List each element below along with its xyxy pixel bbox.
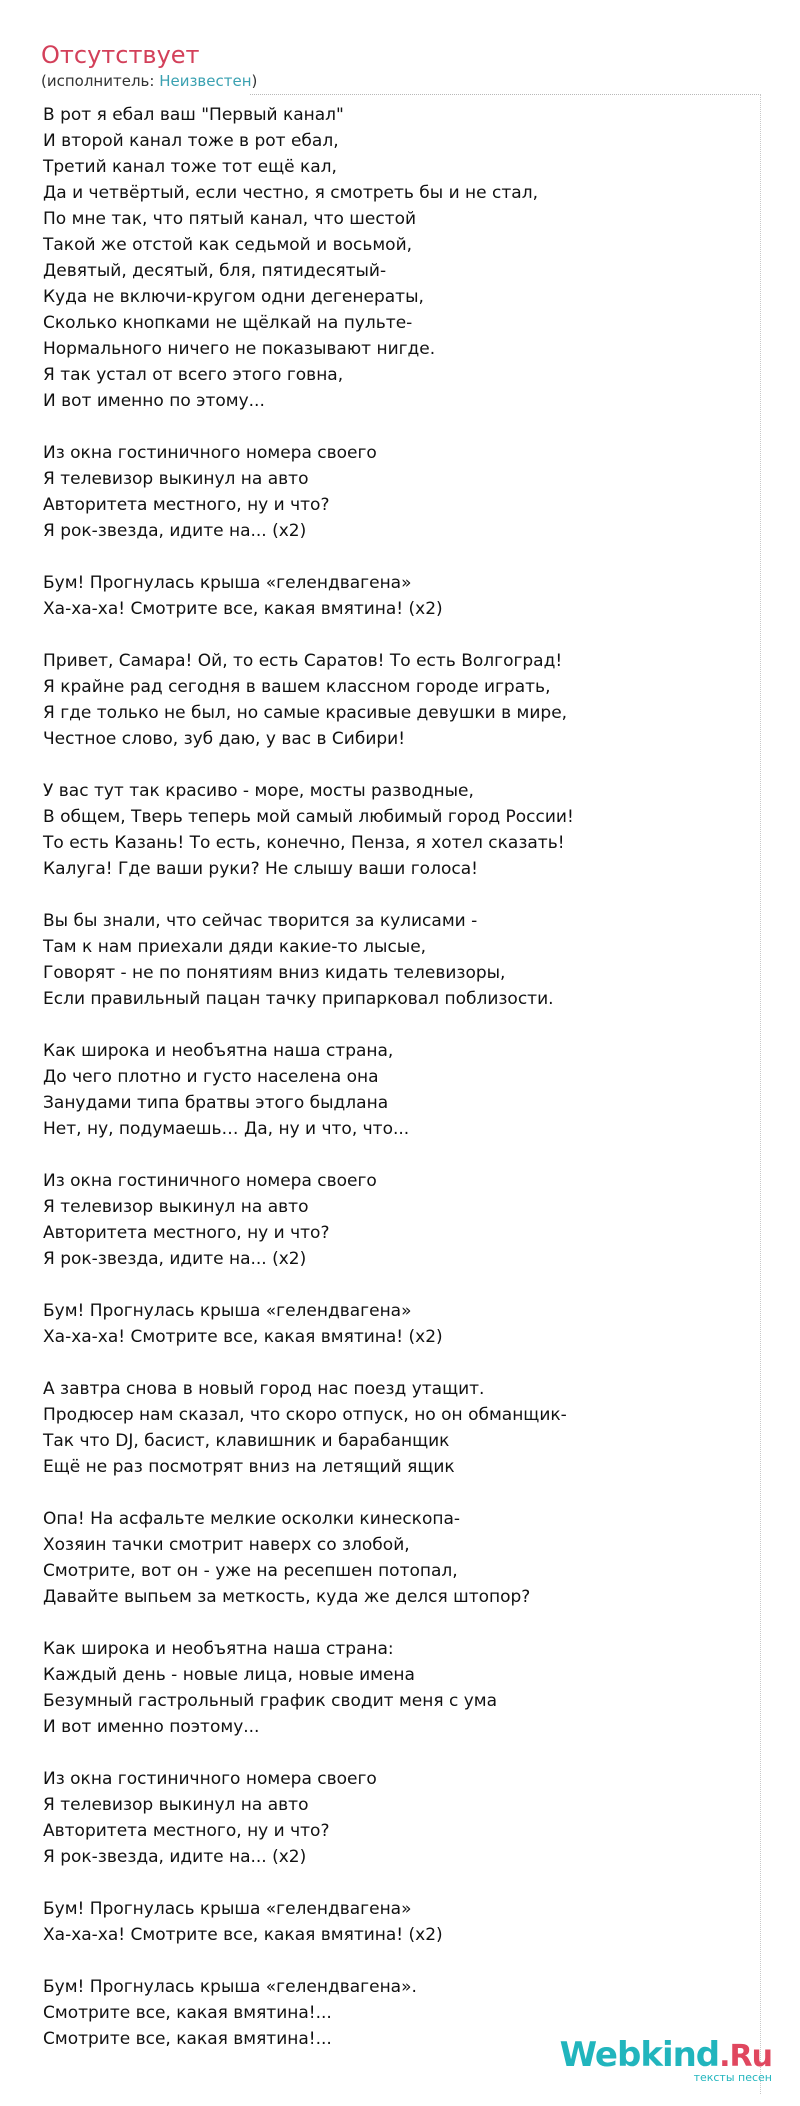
lyric-line: Если правильный пацан тачку припарковал поблизости. [43, 989, 554, 1009]
lyric-line: Я крайне рад сегодня в вашем классном городе играть, [43, 677, 551, 697]
lyric-blank-line [43, 1012, 743, 1038]
lyric-line: Каждый день - новые лица, новые имена [43, 1665, 415, 1685]
lyric-line: Девятый, десятый, бля, пятидесятый- [43, 261, 387, 281]
watermark-logo-tld: .Ru [719, 2039, 772, 2074]
lyric-line: Смотрите все, какая вмятина!... [43, 2003, 332, 2023]
lyric-line: Смотрите все, какая вмятина!... [43, 2029, 332, 2049]
lyric-line: Хозяин тачки смотрит наверх со злобой, [43, 1535, 410, 1555]
performer-line [41, 71, 257, 91]
lyric-line: Я рок-звезда, идите на... (х2) [43, 1249, 307, 1269]
lyric-line: И вот именно поэтому... [43, 1717, 260, 1737]
lyric-line: Я телевизор выкинул на авто [43, 1197, 309, 1217]
performer-prefix: (исполнитель: [41, 72, 160, 90]
lyric-line: Авторитета местного, ну и что? [43, 1223, 330, 1243]
lyric-line: Я рок-звезда, идите на... (х2) [43, 521, 307, 541]
lyric-line: Давайте выпьем за меткость, куда же делся штопор? [43, 1587, 531, 1607]
lyric-line: Из окна гостиничного номера своего [43, 1769, 377, 1789]
lyric-line: Привет, Самара! Ой, то есть Саратов! То есть Волгоград! [43, 651, 563, 671]
lyric-line: Бум! Прогнулась крыша «гелендвагена» [43, 573, 412, 593]
lyric-line: Калуга! Где ваши руки? Не слышу ваши голоса! [43, 859, 478, 879]
watermark-tagline: тексты песен [693, 2071, 772, 2084]
content-border [760, 94, 761, 2094]
lyric-line: Смотрите, вот он - уже на ресепшен потопал, [43, 1561, 458, 1581]
lyric-line: Так что DJ, басист, клавишник и барабанщик [43, 1431, 450, 1451]
lyric-blank-line [43, 1948, 743, 1974]
lyric-line: Авторитета местного, ну и что? [43, 495, 330, 515]
lyric-line: Там к нам приехали дяди какие-то лысые, [43, 937, 427, 957]
lyric-line: Как широка и необъятна наша страна, [43, 1041, 394, 1061]
lyric-line: Третий канал тоже тот ещё кал, [43, 157, 337, 177]
lyric-line: Авторитета местного, ну и что? [43, 1821, 330, 1841]
lyric-line: Бум! Прогнулась крыша «гелендвагена» [43, 1301, 412, 1321]
watermark-logo-main: Webkind [559, 2035, 720, 2075]
lyric-line: Честное слово, зуб даю, у вас в Сибири! [43, 729, 406, 749]
lyric-line: Ещё не раз посмотрят вниз на летящий ящик [43, 1457, 455, 1477]
lyric-line: По мне так, что пятый канал, что шестой [43, 209, 417, 229]
lyric-line: То есть Казань! То есть, конечно, Пенза, я хотел сказать! [43, 833, 565, 853]
lyrics-text [43, 102, 743, 2052]
lyric-line: Я рок-звезда, идите на... (х2) [43, 1847, 307, 1867]
lyric-line: И вот именно по этому... [43, 391, 265, 411]
lyric-line: Из окна гостиничного номера своего [43, 1171, 377, 1191]
lyric-line: Как широка и необъятна наша страна: [43, 1639, 394, 1659]
lyric-line: Занудами типа братвы этого быдлана [43, 1093, 389, 1113]
watermark-logo [559, 2035, 772, 2075]
lyric-blank-line [43, 882, 743, 908]
lyric-line: Бум! Прогнулась крыша «гелендвагена». [43, 1977, 417, 1997]
lyric-blank-line [43, 414, 743, 440]
lyric-line: Такой же отстой как седьмой и восьмой, [43, 235, 413, 255]
song-title: Отсутствует [41, 41, 200, 69]
lyric-blank-line [43, 1142, 743, 1168]
header-divider [250, 94, 761, 95]
lyric-line: Ха-ха-ха! Смотрите все, какая вмятина! (х2) [43, 599, 443, 619]
lyric-blank-line [43, 1870, 743, 1896]
lyric-line: Безумный гастрольный график сводит меня с ума [43, 1691, 498, 1711]
lyric-line: Продюсер нам сказал, что скоро отпуск, но он обманщик- [43, 1405, 567, 1425]
lyric-line: Куда не включи-кругом одни дегенераты, [43, 287, 424, 307]
lyric-line: Нет, ну, подумаешь… Да, ну и что, что... [43, 1119, 410, 1139]
lyric-line: До чего плотно и густо населена она [43, 1067, 379, 1087]
lyric-line: Говорят - не по понятиям вниз кидать телевизоры, [43, 963, 506, 983]
lyric-line: Бум! Прогнулась крыша «гелендвагена» [43, 1899, 412, 1919]
lyric-line: Я так устал от всего этого говна, [43, 365, 344, 385]
lyric-line: Опа! На асфальте мелкие осколки кинескопа- [43, 1509, 461, 1529]
lyric-line: Нормального ничего не показывают нигде. [43, 339, 436, 359]
lyric-line: Ха-ха-ха! Смотрите все, какая вмятина! (х2) [43, 1327, 443, 1347]
lyric-line: Я где только не был, но самые красивые девушки в мире, [43, 703, 568, 723]
lyric-line: У вас тут так красиво - море, мосты разводные, [43, 781, 474, 801]
lyric-line: Да и четвёртый, если честно, я смотреть бы и не стал, [43, 183, 538, 203]
lyric-line: В рот я ебал ваш "Первый канал" [43, 105, 344, 125]
performer-suffix: ) [251, 72, 258, 90]
lyric-blank-line [43, 1272, 743, 1298]
lyric-line: Из окна гостиничного номера своего [43, 443, 377, 463]
lyric-blank-line [43, 1610, 743, 1636]
lyric-blank-line [43, 752, 743, 778]
lyric-line: Ха-ха-ха! Смотрите все, какая вмятина! (х2) [43, 1925, 443, 1945]
lyric-line: Сколько кнопками не щёлкай на пульте- [43, 313, 413, 333]
lyric-line: И второй канал тоже в рот ебал, [43, 131, 339, 151]
site-watermark [559, 2035, 772, 2084]
performer-link[interactable]: Неизвестен [159, 72, 252, 90]
lyric-blank-line [43, 544, 743, 570]
lyric-line: А завтра снова в новый город нас поезд утащит. [43, 1379, 485, 1399]
lyric-line: Я телевизор выкинул на авто [43, 469, 309, 489]
lyric-line: Вы бы знали, что сейчас творится за кулисами - [43, 911, 478, 931]
lyric-blank-line [43, 622, 743, 648]
lyric-line: Я телевизор выкинул на авто [43, 1795, 309, 1815]
lyric-blank-line [43, 1350, 743, 1376]
lyric-blank-line [43, 1740, 743, 1766]
lyric-blank-line [43, 1480, 743, 1506]
lyric-line: В общем, Тверь теперь мой самый любимый город России! [43, 807, 574, 827]
